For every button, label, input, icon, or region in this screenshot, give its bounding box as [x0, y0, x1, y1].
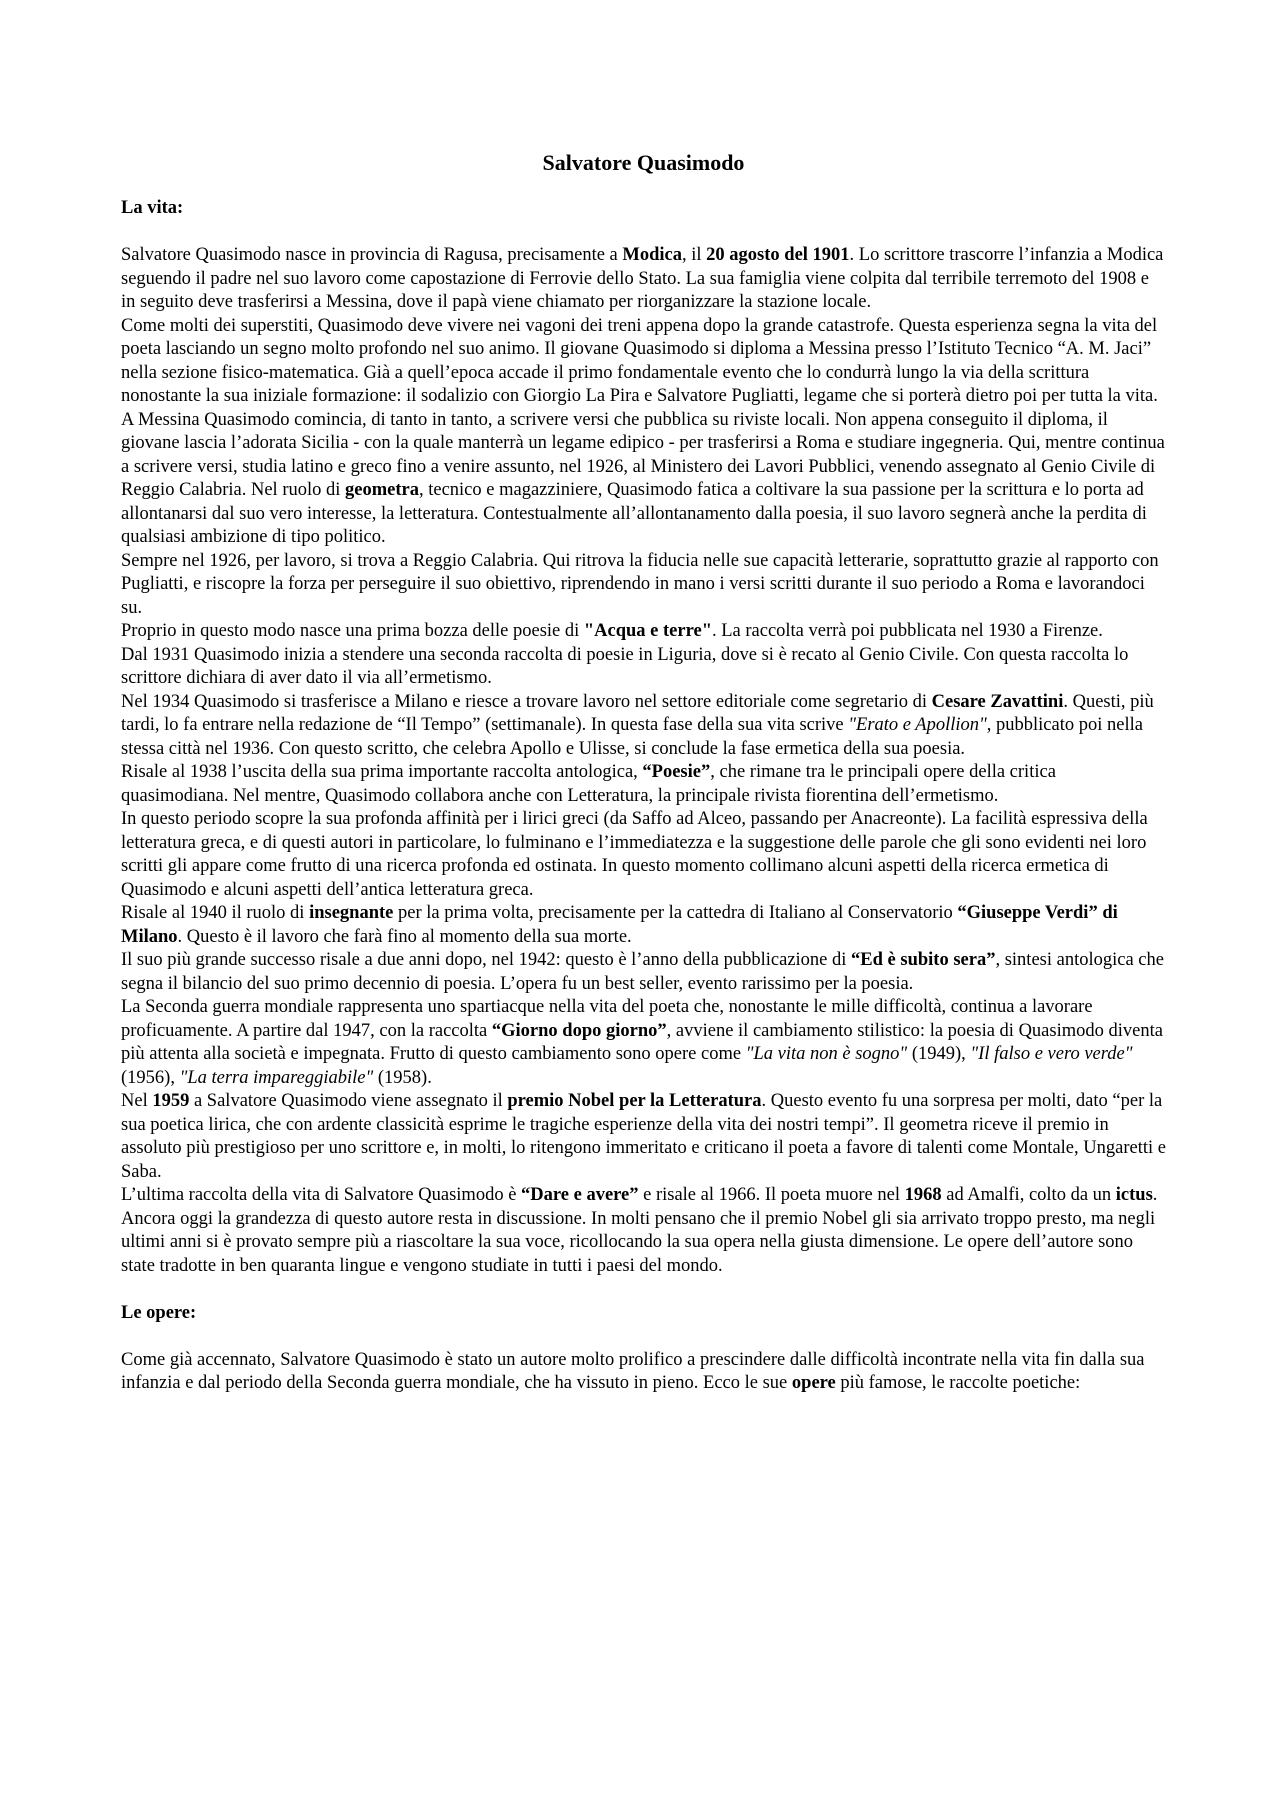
text-run: . La raccolta verrà poi pubblicata nel 1930 a Firenze.: [711, 621, 1103, 641]
text-run: Ancora oggi la grandezza di questo autore resta in discussione. In molti pensano che il premio Nobel gli sia arrivato troppo presto, ma negli ultimi anni si è provato sempre più a riascoltare la sua voce, ricollocando la sua opera nella giusta dimensione. Le opere dell’autore sono state tradotte in ben quaranta lingue e vengono studiate in tutti i paesi del mondo.: [121, 1208, 1156, 1276]
spacer: [121, 1325, 1166, 1349]
text-run: a Salvatore Quasimodo viene assegnato il: [189, 1091, 508, 1111]
bold-text: 1968: [904, 1185, 942, 1205]
paragraph: [121, 761, 1166, 808]
text-run: In questo periodo scopre la sua profonda affinità per i lirici greci (da Saffo ad Alceo, passando per Anacreonte). La facilità espressiva della letteratura greca, e di questi autori in particolare, lo fulminano e l’immediatezza e la suggestione delle parole che gli sono evidenti nei loro scritti gli appare come frutto di una ricerca profonda ed ostinata. In questo momento collimano alcuni aspetti della ricerca ermetica di Quasimodo e alcuni aspetti dell’antica letteratura greca.: [121, 809, 1148, 900]
spacer: [121, 221, 1166, 245]
text-run: L’ultima raccolta della vita di Salvatore Quasimodo è: [121, 1185, 522, 1205]
bold-text: “Ed è subito sera”: [851, 950, 996, 970]
paragraph: [121, 550, 1166, 621]
bold-text: opere: [791, 1373, 836, 1393]
text-run: Nel 1934 Quasimodo si trasferisce a Milano e riesce a trovare lavoro nel settore editoriale come segretario di: [121, 691, 932, 712]
text-run: , sintesi antologica che segna il bilancio del suo primo decennio di poesia. L’opera fu un best seller, evento rarissimo per la poesia.: [121, 950, 1164, 994]
italic-text: "Erato e Apollion": [848, 715, 987, 735]
bold-text: insegnante: [309, 903, 394, 923]
text-run: (1956),: [121, 1067, 180, 1088]
document-page: [121, 150, 1166, 1396]
bold-text: geometra: [345, 480, 419, 500]
text-run: . Questo evento fu una sorpresa per molti, dato “per la sua poetica lirica, che con ardente classicità esprime le tragiche esperienze della vita dei nostri tempi”. Il geometra riceve il premio in assoluto più prestigioso per uno scrittore e, in molti, lo ritengono immeritato e criticano il poeta a favore di talenti come Montale, Ungaretti e Saba.: [121, 1091, 1166, 1182]
text-run: (1949),: [907, 1044, 971, 1064]
bold-text: “Giorno dopo giorno”: [491, 1020, 667, 1041]
italic-text: "La vita non è sogno": [745, 1044, 908, 1064]
paragraph: [121, 620, 1166, 644]
paragraph: [121, 409, 1166, 550]
bold-text: “Poesie”: [642, 762, 711, 782]
paragraph: [121, 808, 1166, 902]
text-run: Proprio in questo modo nasce una prima bozza delle poesie di: [121, 621, 584, 641]
paragraph: [121, 691, 1166, 762]
italic-text: "La terra impareggiabile": [179, 1067, 374, 1088]
bold-text: Modica: [622, 245, 683, 265]
bold-text: “Giuseppe Verdi” di Milano: [121, 903, 1118, 947]
paragraph: [121, 1349, 1166, 1396]
bold-text: "Acqua e terre": [583, 621, 712, 641]
text-run: . Questi, più tardi, lo fa entrare nella redazione de “Il Tempo” (settimanale). In questa fase della sua vita scrive: [121, 691, 1154, 735]
paragraph: [121, 644, 1166, 691]
text-run: Il suo più grande successo risale a due anni dopo, nel 1942: questo è l’anno della pubblicazione di: [121, 950, 852, 970]
italic-text: "Il falso e vero verde": [970, 1044, 1133, 1064]
bold-text: ictus: [1115, 1185, 1153, 1205]
text-run: , il: [682, 245, 707, 265]
paragraph: [121, 902, 1166, 949]
text-run: Salvatore Quasimodo nasce in provincia di Ragusa, precisamente a: [121, 245, 623, 265]
paragraph: [121, 996, 1166, 1090]
text-run: La Seconda guerra mondiale rappresenta uno spartiacque nella vita del poeta che, nonostante le mille difficoltà, continua a lavorare proficuamente. A partire dal 1947, con la raccolta: [121, 997, 1093, 1041]
text-run: per la prima volta, precisamente per la cattedra di Italiano al Conservatorio: [393, 903, 958, 923]
bold-text: 1959: [152, 1091, 190, 1111]
text-run: Dal 1931 Quasimodo inizia a stendere una seconda raccolta di poesie in Liguria, dove si è recato al Genio Civile. Con questa raccolta lo scrittore dichiara di aver dato il via all’ermetismo.: [121, 644, 1129, 688]
text-run: . Questo è il lavoro che farà fino al momento della sua morte.: [177, 926, 632, 947]
paragraph: [121, 1184, 1166, 1208]
paragraph: [121, 315, 1166, 409]
text-run: e risale al 1966. Il poeta muore nel: [638, 1185, 905, 1205]
document-body: [121, 197, 1166, 1396]
paragraph: [121, 244, 1166, 315]
spacer: [121, 1278, 1166, 1302]
text-run: , pubblicato poi nella stessa città nel 1936. Con questo scritto, che celebra Apollo e Ulisse, si conclude la fase ermetica della sua poesia.: [121, 715, 1143, 759]
text-run: Risale al 1940 il ruolo di: [121, 903, 310, 923]
text-run: Risale al 1938 l’uscita della sua prima importante raccolta antologica,: [121, 762, 643, 782]
text-run: (1958).: [373, 1067, 432, 1088]
text-run: Come già accennato, Salvatore Quasimodo è stato un autore molto prolifico a prescindere dalle difficoltà incontrate nella vita fin dalla sua infanzia e dal periodo della Seconda guerra mondiale, che ha vissuto in pieno. Ecco le sue: [121, 1349, 1145, 1393]
text-run: Come molti dei superstiti, Quasimodo deve vivere nei vagoni dei treni appena dopo la grande catastrofe. Questa esperienza segna la vita del poeta lasciando un segno molto profondo nel suo animo. Il giovane Quasimodo si diploma a Messina presso l’Istituto Tecnico “A. M. Jaci” nella sezione fisico-matematica. Già a quell’epoca accade il primo fondamentale evento che lo condurrà lungo la via della scrittura nonostante la sua iniziale formazione: il sodalizio con Giorgio La Pira e Salvatore Pugliatti, legame che si porterà dietro poi per tutta la vita.: [121, 315, 1158, 406]
paragraph: [121, 1208, 1166, 1279]
text-run: Nel: [121, 1091, 153, 1111]
text-run: . Lo scrittore trascorre l’infanzia a Modica seguendo il padre nel suo lavoro come capostazione di Ferrovie dello Stato. La sua famiglia viene colpita dal terribile terremoto del 1908 e in seguito deve trasferirsi a Messina, dove il papà viene chiamato per riorganizzare la stazione locale.: [121, 245, 1164, 312]
text-run: ad Amalfi, colto da un: [941, 1185, 1116, 1205]
document-title: Salvatore Quasimodo: [542, 150, 745, 175]
text-run: , avviene il cambiamento stilistico: la poesia di Quasimodo diventa più attenta alla società e impegnata. Frutto di questo cambiamento sono opere come: [121, 1020, 1163, 1064]
text-run: .: [1152, 1185, 1158, 1205]
paragraph: [121, 949, 1166, 996]
paragraph: [121, 1090, 1166, 1184]
section-heading: La vita:: [121, 198, 184, 218]
bold-text: premio Nobel per la Letteratura: [507, 1091, 762, 1111]
text-run: , che rimane tra le principali opere della critica quasimodiana. Nel mentre, Quasimodo collabora anche con Letteratura, la principale rivista fiorentina dell’ermetismo.: [121, 762, 1056, 806]
bold-text: “Dare e avere”: [521, 1185, 639, 1205]
text-run: più famose, le raccolte poetiche:: [835, 1373, 1081, 1393]
text-run: , tecnico e magazziniere, Quasimodo fatica a coltivare la sua passione per la scrittura e lo porta ad allontanarsi dal suo vero interesse, la letteratura. Contestualmente all’allontanamento dalla poesia, il suo lavoro segnerà anche la perdita di qualsiasi ambizione di tipo politico.: [121, 480, 1147, 547]
bold-text: 20 agosto del 1901: [706, 245, 850, 265]
text-run: Sempre nel 1926, per lavoro, si trova a Reggio Calabria. Qui ritrova la fiducia nelle sue capacità letterarie, soprattutto grazie al rapporto con Pugliatti, e riscopre la forza per perseguire il suo obiettivo, riprendendo in mano i versi scritti durante il suo periodo a Roma e lavorandoci su.: [121, 550, 1159, 618]
section-heading: Le opere:: [121, 1302, 197, 1323]
bold-text: Cesare Zavattini: [931, 691, 1064, 712]
text-run: A Messina Quasimodo comincia, di tanto in tanto, a scrivere versi che pubblica su riviste locali. Non appena conseguito il diploma, il giovane lascia l’adorata Sicilia - con la quale manterrà un legame edipico - per trasferirsi a Roma e studiare ingegneria. Qui, mentre continua a scrivere versi, studia latino e greco fino a venire assunto, nel 1926, al Ministero dei Lavori Pubblici, venendo assegnato al Genio Civile di Reggio Calabria. Nel ruolo di: [121, 409, 1165, 500]
